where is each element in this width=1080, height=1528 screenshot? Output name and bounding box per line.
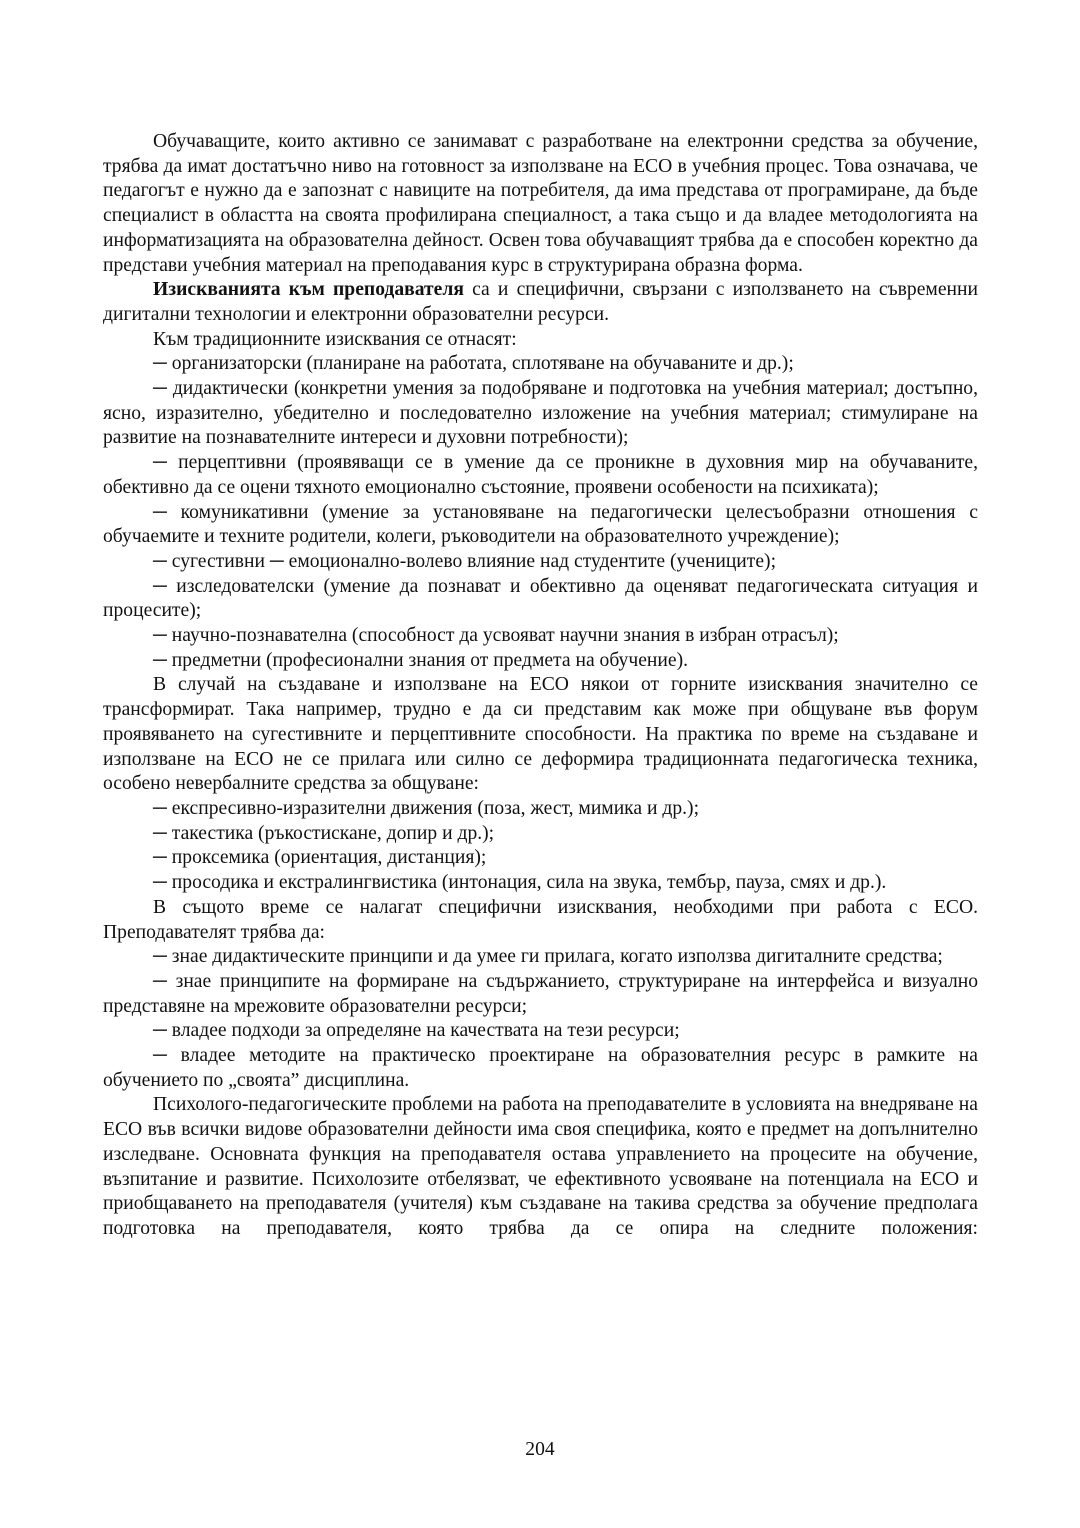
paragraph-specific-requirements: В същото време се налагат специфични изисквания, необходими при работа с ЕСО. Преподавателят трябва да: — [103, 896, 978, 943]
list-item-didactic-principles: ─ знае дидактическите принципи и да умее ги прилага, когато използва дигиталните средства; — [153, 946, 943, 968]
list-item-takestics: ─ такестика (ръкостискане, допир и др.); — [153, 822, 495, 844]
list-item-didactic: ─ дидактически (конкретни умения за подобряване и подготовка на учебния материал; достъпно, ясно, изразително, убедително и последователно изложение на учебния материал; стимулиране на развитие на познавателните интереси и духовни потребности); — [103, 378, 978, 449]
list-item-quality-approaches: ─ владее подходи за определяне на качествата на тези ресурси; — [153, 1020, 680, 1042]
list-item-content-principles: ─ знае принципите на формиране на съдържанието, структуриране на интерфейса и визуално представяне на мрежовите образователни ресурси; — [103, 970, 978, 1017]
list-item-practical-design: ─ владее методите на практическо проектиране на образователния ресурс в рамките на обучението по „своята” дисциплина. — [103, 1045, 978, 1091]
list-item-perceptive: ─ перцептивни (проявяващи се в умение да се проникне в духовния мир на обучаваните, обективно да се оцени тяхното емоционално състояние, проявени особености на психиката); — [103, 452, 978, 498]
paragraph-traditional-requirements-intro: Към традиционните изисквания се отнасят: — [153, 328, 517, 350]
page-number: 204 — [525, 1439, 555, 1460]
body-text — [103, 130, 978, 1242]
list-item-suggestive: ─ сугестивни ─ емоционално-волево влияние над студентите (учениците); — [153, 550, 777, 572]
list-item-prosody: ─ просодика и екстралингвистика (интонация, сила на звука, тембър, пауза, смях и др.). — [153, 872, 887, 894]
list-item-expressive-movements: ─ експресивно-изразителни движения (поза, жест, мимика и др.); — [153, 797, 700, 819]
paragraph-teacher-requirements — [103, 278, 978, 327]
paragraph-eso-developers: Обучаващите, които активно се занимават с разработване на електронни средства за обучение, трябва да имат достатъчно ниво на готовност за използване на ЕСО в учебния процес. Това означава, че педагогът е нужно да е запознат с навиците на потребителя, да има представа от програмиране, да бъде специалист в областта на своята профилирана специалност, а така също и да владее методологията на информатизацията на образователна дейност. Освен това обучаващият трябва да е способен коректно да представи учебния материал на преподавания курс в структурирана образна форма. — [103, 131, 978, 276]
paragraph-lead-rest: са и специфични, свързани с използването на съвременни дигитални технологии и електронни образователни ресурси. — [103, 279, 978, 325]
list-item-subject: ─ предметни (професионални знания от предмета на обучение). — [153, 649, 688, 671]
list-item-communicative: ─ комуникативни (умение за установяване на педагогически целесъобразни отношения с обучаемите и техните родители, колеги, ръководители на образователното учреждение); — [103, 501, 978, 548]
paragraph-eso-transformation: В случай на създаване и използване на ЕСО някои от горните изисквания значително се трансформират. Така например, трудно е да си представим как може при общуване във форум проявяването на сугестивните и перцептивните способности. На практика по време на създаване и използване на ЕСО не се прилага или силно се деформира традиционната педагогическа техника, особено невербалните средства за общуване: — [103, 674, 978, 795]
list-item-organizational: ─ организаторски (планиране на работата, сплотяване на обучаваните и др.); — [153, 353, 794, 375]
list-item-proxemics: ─ проксемика (ориентация, дистанция); — [153, 847, 487, 869]
list-item-research: ─ изследователски (умение да познават и обективно да оценяват педагогическата ситуация и процесите); — [103, 575, 978, 622]
paragraph-lead-bold: Изискванията към преподавателя — [153, 279, 464, 301]
paragraph-psychological-problems: Психолого-педагогическите проблеми на работа на преподавателите в условията на внедряване на ЕСО във всички видове образователни дейности има своя специфика, която е предмет на допълнително изследване. Основната функция на преподавателя остава управлението на процесите на обучение, възпитание и развитие. Психолозите отбелязват, че ефективното усвояване на потенциала на ЕСО и приобщаването на преподавателя (учителя) към създаване на такива средства за обучение предполага подготовка на преподавателя, която трябва да се опира на следните положения: — [103, 1094, 978, 1239]
list-item-scientific-cognitive: ─ научно-познавателна (способност да усвояват научни знания в избран отрасъл); — [153, 625, 839, 647]
